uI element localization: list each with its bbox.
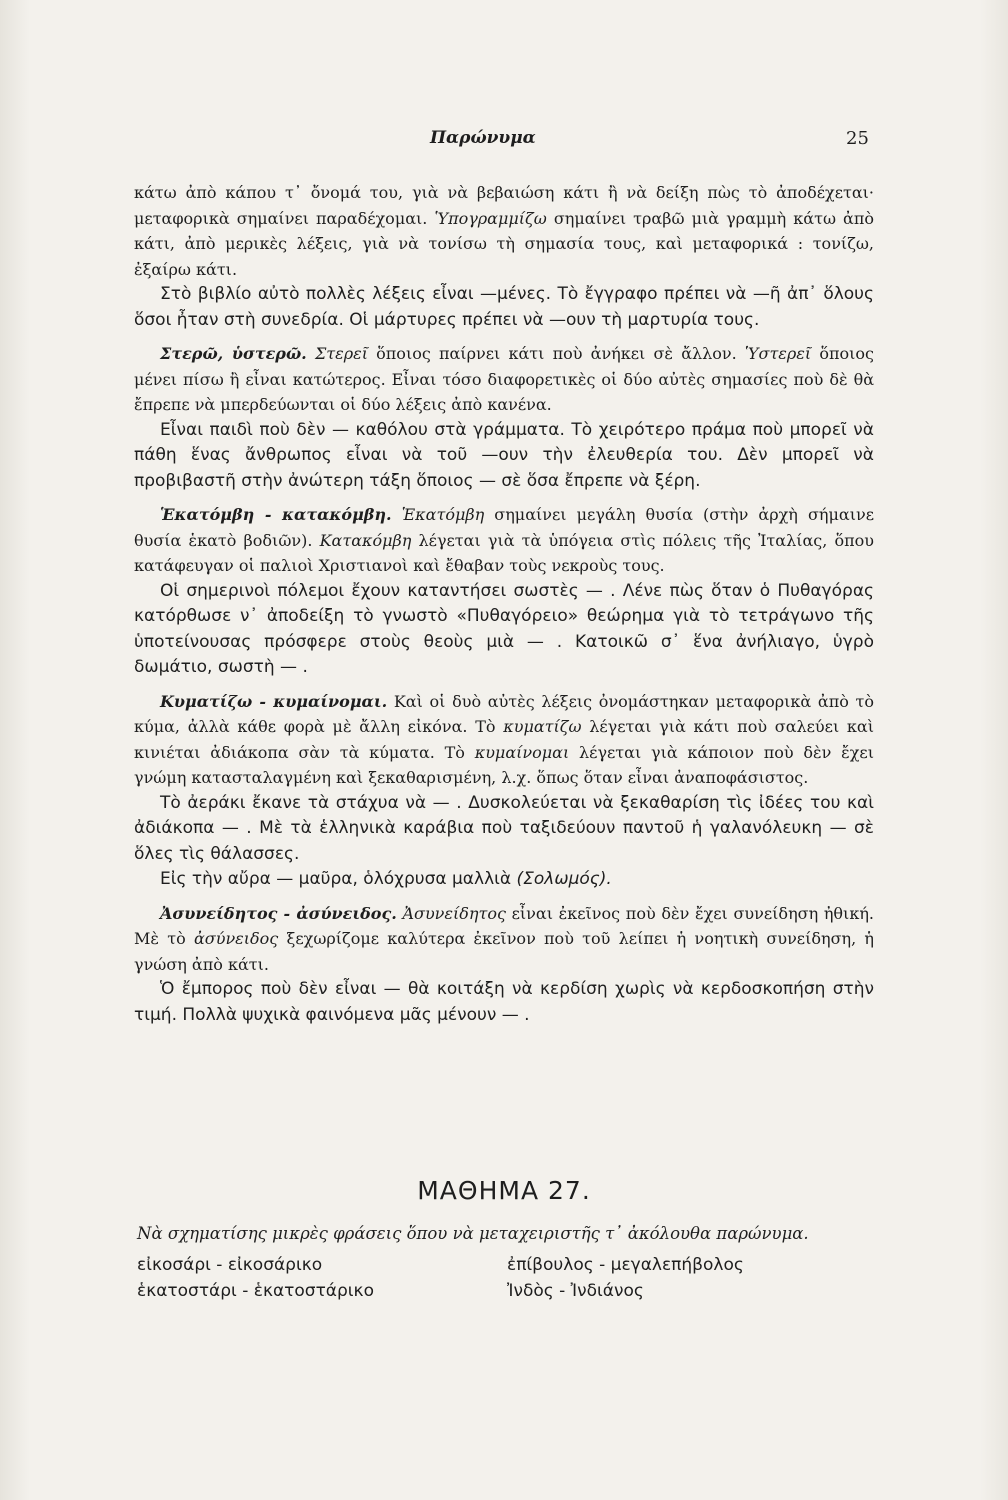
paragraph-1 (134, 180, 874, 282)
word-row (137, 1255, 877, 1281)
exercise-5: Ὁ ἔμπορος ποὺ δὲν εἶναι — θὰ κοιτάξη νὰ κερδίση χωρὶς νὰ κερδοσκοπήση στὴν τιμή. Πολλὰ ψυχικὰ φαινόμενα μᾶς μένουν — . (134, 979, 874, 1025)
paragraph-7-part-a: Καὶ οἱ δυὸ αὐτὲς λέξεις ὀνομάστηκαν μεταφορικὰ ἀπὸ τὸ κύμα, ἀλλὰ κάθε φορὰ μὲ ἄλλη εἰκόνα. Τὸ (134, 691, 875, 736)
page-number: 25 (846, 128, 869, 149)
word-pair: ἐπίβουλος - μεγαλεπήβολος (507, 1255, 744, 1275)
lesson-title: ΜΑΘΗΜΑ 27. (417, 1176, 591, 1205)
running-title: Παρώνυμα (430, 128, 536, 148)
paragraph-5-mid: σημαίνει μεγάλη θυσία (στὴν ἀρχὴ σήμαινε θυσία ἑκατὸ βοδιῶν). (134, 505, 874, 550)
paragraph-3-mid: ὅποιος παίρνει κάτι ποὺ ἀνήκει σὲ ἄλλον. (376, 344, 737, 363)
paragraph-10-term-1: Ἀσυνείδητος (402, 903, 506, 923)
paragraph-5 (134, 502, 874, 579)
paragraph-10-part-b: ξεχωρίζομε καλύτερα ἐκεῖνον ποὺ τοῦ λείπει ἡ νοητικὴ συνείδηση, ἡ γνώση ἀπὸ κάτι. (134, 929, 875, 974)
exercise-3: Οἱ σημερινοὶ πόλεμοι ἔχουν καταντήσει σωστὲς — . Λένε πὼς ὅταν ὁ Πυθαγόρας κατόρθωσε ν᾽ ἀποδείξη τὸ γνωστὸ «Πυθαγόρειο» θεώρημα γιὰ τὸ τετράγωνο τῆς ὑποτείνουσας πρόσφερε στοὺς θεοὺς μιὰ — . Κατοικῶ σ᾽ ἕνα ἀνήλιαγο, ὑγρὸ δωμάτιο, σωστὴ — . (134, 580, 874, 677)
paragraph-7 (134, 689, 874, 791)
poem-source: (Σολωμός). (516, 869, 612, 889)
paragraph-1-text: κάτω ἀπὸ κάπου τ᾽ ὄνομά του, γιὰ νὰ βεβαιώση κάτι ἢ νὰ δείξη πὼς τὸ ἀποδέχεται· μεταφορικὰ σημαίνει παραδέχομαι. (134, 183, 874, 228)
word-row (137, 1281, 877, 1307)
paragraph-1-rest: σημαίνει τραβῶ μιὰ γραμμὴ κάτω ἀπὸ κάτι, ἀπὸ μερικὲς λέξεις, γιὰ νὰ τονίσω τὴ σημασία τους, καὶ μεταφορικά : τονίζω, ἐξαίρω κάτι. (134, 208, 875, 279)
paragraph-10-part-a: εἶναι ἐκεῖνος ποὺ δὲν ἔχει συνείδηση ἠθική. Μὲ τὸ (134, 903, 875, 948)
exercise-4: Τὸ ἀεράκι ἔκανε τὰ στάχυα νὰ — . Δυσκολεύεται νὰ ξεκαθαρίση τὶς ἰδέες του καὶ ἀδιάκοπα — . Μὲ τὰ ἑλληνικὰ καράβια ποὺ ταξιδεύουν παντοῦ ἡ γαλανόλευκη — σὲ ὅλες τὶς θάλασσες. (134, 792, 874, 864)
word-pair: ἑκατοστάρι - ἑκατοστάρικο (137, 1281, 374, 1301)
paragraph-7-part-b: λέγεται γιὰ κάτι ποὺ σαλεύει καὶ κινιέται ἀδιάκοπα σὰν τὰ κύματα. Τὸ (134, 717, 875, 762)
paragraph-7-heading: Κυματίζω - κυμαίνομαι. (160, 691, 388, 711)
paragraph-3-rest: ὅποιος μένει πίσω ἢ εἶναι κατώτερος. Εἶναι τόσο διαφορετικὲς οἱ δύο αὐτὲς σημασίες ποὺ δὲ θὰ ἔπρεπε νὰ μπερδεύωνται οἱ δύο λέξεις ἀπὸ κανένα. (134, 344, 874, 414)
paragraph-5-term-1: Ἑκατόμβη (401, 505, 485, 524)
word-pair: εἰκοσάρι - εἰκοσάρικο (137, 1255, 323, 1275)
exercise-1: Στὸ βιβλίο αὐτὸ πολλὲς λέξεις εἶναι —μένες. Τὸ ἔγγραφο πρέπει νὰ —ῆ ἀπ᾽ ὅλους ὅσοι ἦταν στὴ συνεδρία. Οἱ μάρτυρες πρέπει νὰ —ουν τὴ μαρτυρία τους. (134, 284, 874, 330)
paragraph-5-heading: Ἑκατόμβη - κατακόμβη. (160, 505, 392, 524)
paragraph-5-rest: λέγεται γιὰ τὰ ὑπόγεια στὶς πόλεις τῆς Ἰταλίας, ὅπου κατάφευγαν οἱ παλιοὶ Χριστιανοὶ καὶ ἔθαβαν τοὺς νεκροὺς τους. (134, 530, 874, 575)
paragraph-10-term-2: ἀσύνειδος (193, 929, 279, 948)
paragraph-5-term-2: Κατακόμβη (319, 530, 412, 550)
exercise-2: Εἶναι παιδὶ ποὺ δὲν — καθόλου στὰ γράμματα. Τὸ χειρότερο πράμα ποὺ μπορεῖ νὰ πάθη ἕνας ἄνθρωπος εἶναι νὰ τοῦ —ουν τὴν ἐλευθερία του. Δὲν μπορεῖ νὰ προβιβαστῆ στὴν ἀνώτερη τάξη ὅποιος — σὲ ὅσα ἔπρεπε νὰ ξέρη. (134, 419, 874, 491)
poem-line (134, 867, 874, 893)
paragraph-7-term-2: κυμαίνομαι (474, 742, 570, 762)
page-header (0, 128, 1008, 158)
paragraph-3-term-2: Ὑστερεῖ (744, 344, 812, 363)
paragraph-3-heading: Στερῶ, ὑστερῶ. (160, 344, 307, 363)
paragraph-3 (134, 341, 874, 418)
paragraph-1-term: Ὑπογραμμίζω (434, 208, 547, 228)
poem-line-text: Εἰς τὴν αὔρα — μαῦρα, ὁλόχρυσα μαλλιὰ (160, 869, 512, 889)
paragraph-7-part-c: λέγεται γιὰ κάποιον ποὺ δὲν ἔχει γνώμη κατασταλαγμένη καὶ ξεκαθαρισμένη, λ.χ. ὅπως ὅταν εἶναι ἀναποφάσιστος. (134, 742, 874, 787)
lesson-instruction: Νὰ σχηματίσης μικρὲς φράσεις ὅπου νὰ μεταχειριστῆς τ᾽ ἀκόλουθα παρώνυμα. (137, 1224, 809, 1243)
word-pair: Ἰνδὸς - Ἰνδιάνος (507, 1281, 644, 1301)
paragraph-10-heading: Ἀσυνείδητος - ἀσύνειδος. (160, 903, 397, 923)
body-text (134, 180, 874, 1028)
paragraph-7-term-1: κυματίζω (503, 717, 582, 736)
paragraph-10 (134, 901, 874, 978)
word-list (137, 1255, 877, 1307)
paragraph-3-term-1: Στερεῖ (314, 344, 368, 363)
